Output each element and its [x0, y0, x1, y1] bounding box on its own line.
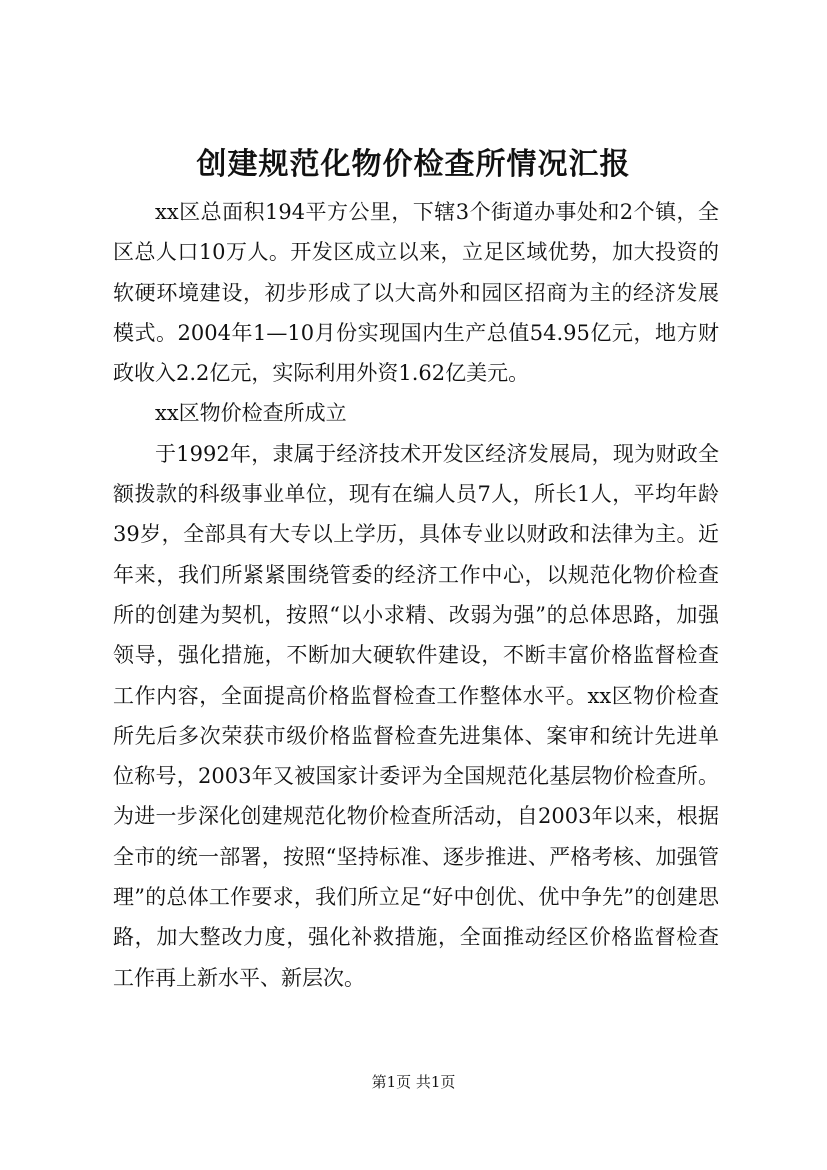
paragraph-overview: xx区总面积194平方公里，下辖3个街道办事处和2个镇，全区总人口10万人。开发区成立以来，立足区域优势，加大投资的软硬环境建设，初步形成了以大高外和园区招商为主的经济发展模式。2004年1—10月份实现国内生产总值54.95亿元，地方财政收入2.2亿元，实际利用外资1.62亿美元。 [113, 200, 719, 386]
paragraph-details: 于1992年，隶属于经济技术开发区经济发展局，现为财政全额拨款的科级事业单位，现有在编人员7人，所长1人，平均年龄39岁，全部具有大专以上学历，具体专业以财政和法律为主。近年来，我们所紧紧围绕管委的经济工作中心，以规范化物价检查所的创建为契机，按照“以小求精、改弱为强”的总体思路，加强领导，强化措施，不断加大硬软件建设，不断丰富价格监督检查工作内容，全面提高价格监督检查工作整体水平。xx区物价检查所先后多次荣获市级价格监督检查先进集体、案审和统计先进单位称号，2003年又被国家计委评为全国规范化基层物价检查所。为进一步深化创建规范化物价检查所活动，自2003年以来，根据全市的统一部署，按照“坚持标准、逐步推进、严格考核、加强管理”的总体工作要求，我们所立足“好中创优、优中争先”的创建思路，加大整改力度，强化补救措施，全面推动经区价格监督检查工作再上新水平、新层次。 [113, 441, 719, 990]
document-body [113, 192, 719, 998]
document-title: 创建规范化物价检查所情况汇报 [196, 147, 631, 182]
page-number-footer: 第1页 共1页 [371, 1073, 456, 1091]
paragraph-founding: xx区物价检查所成立 [155, 401, 347, 426]
